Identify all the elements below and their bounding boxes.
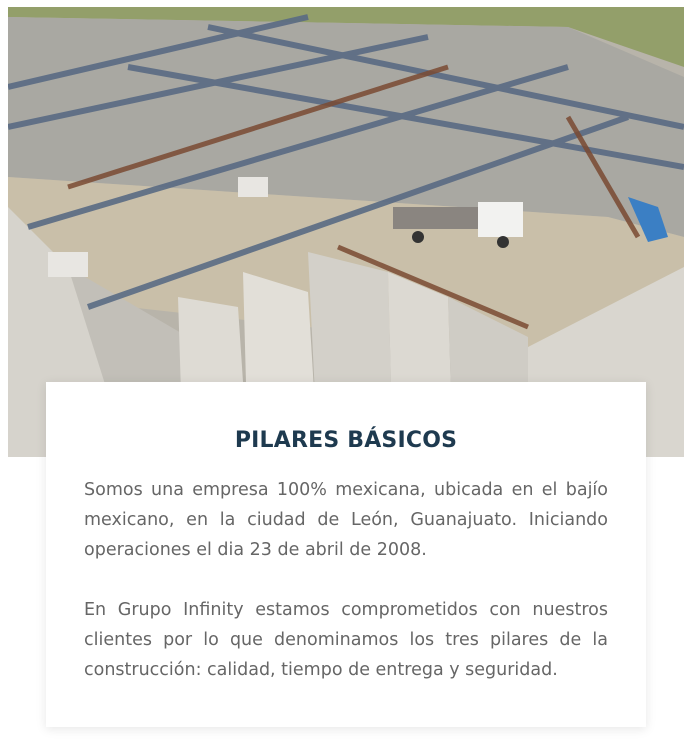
- card-title: PILARES BÁSICOS: [234, 428, 458, 453]
- intro-paragraph: Somos una empresa 100% mexicana, ubicada en el bajío mexicano, en la ciudad de León, Guanajuato. Iniciando operaciones el dia 23 de abril de 2008.: [84, 480, 608, 560]
- commitment-paragraph: En Grupo Infinity estamos comprometidos con nuestros clientes por lo que denominamos los tres pilares de la construcción: calidad, tiempo de entrega y seguridad.: [84, 600, 608, 680]
- info-card: [46, 382, 646, 727]
